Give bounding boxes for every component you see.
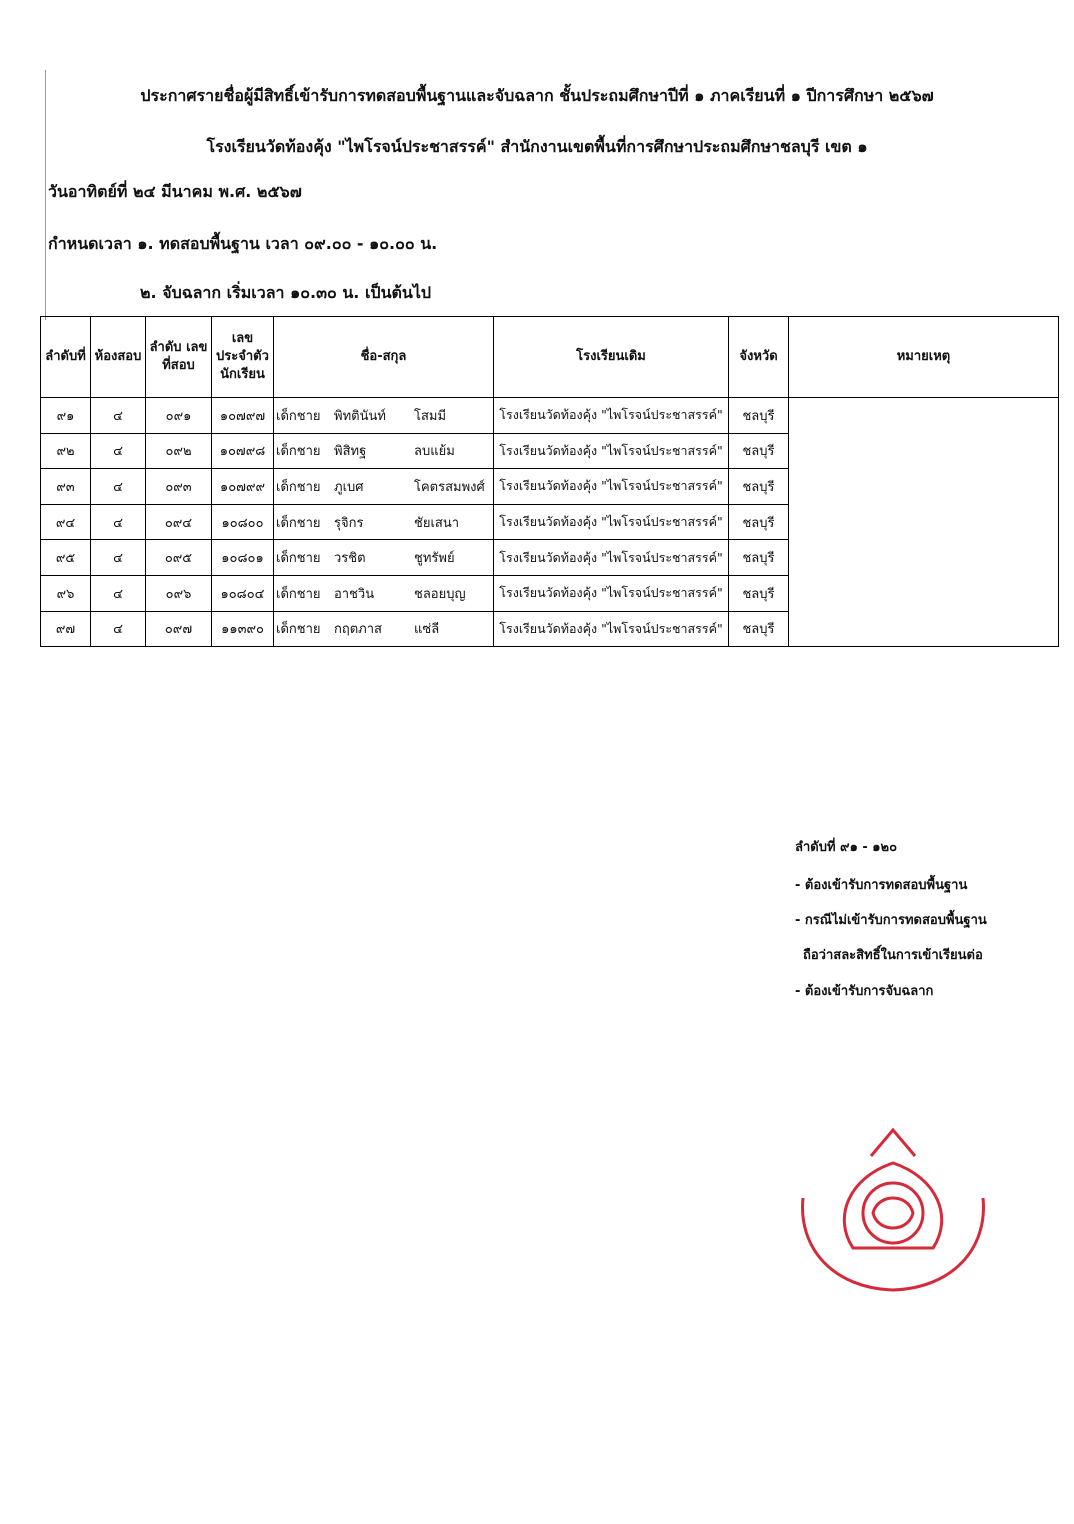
- cell-seq: ๙๑: [41, 398, 91, 434]
- remark-cell: [789, 398, 1059, 999]
- cell-room: ๔: [91, 540, 146, 576]
- cell-room: ๔: [91, 575, 146, 611]
- name-first: พิสิทฐ: [334, 444, 367, 460]
- cell-school: โรงเรียนวัดท้องคุ้ง "ไพโรจน์ประชาสรรค์": [494, 469, 729, 505]
- table-header-row: [41, 317, 1059, 398]
- schedule-line-2: ๒. จับฉลาก เริ่มเวลา ๑๐.๓๐ น. เป็นต้นไป: [140, 283, 432, 302]
- cell-province: ชลบุรี: [729, 469, 789, 505]
- student-name: [276, 512, 491, 533]
- name-last: โคตรสมพงศ์: [414, 479, 485, 495]
- cell-school: โรงเรียนวัดท้องคุ้ง "ไพโรจน์ประชาสรรค์": [494, 398, 729, 434]
- name-title: เด็กชาย: [276, 515, 321, 531]
- col-header-student-id: เลข ประจำตัว นักเรียน: [212, 317, 274, 398]
- student-table: [40, 316, 1059, 999]
- cell-student-id: ๑๐๘๐๑: [212, 540, 274, 576]
- name-last: ชูทรัพย์: [414, 551, 455, 567]
- cell-exam-no: ๐๙๕: [146, 540, 212, 576]
- cell-school: โรงเรียนวัดท้องคุ้ง "ไพโรจน์ประชาสรรค์": [494, 611, 729, 647]
- name-last: โสมมี: [414, 408, 447, 424]
- col-header-school: โรงเรียนเดิม: [494, 317, 729, 398]
- name-first: อาชวิน: [334, 586, 375, 602]
- student-name: [276, 547, 491, 568]
- name-first: พิทตินันท์: [334, 408, 386, 424]
- cell-student-id: ๑๐๗๙๗: [212, 398, 274, 434]
- cell-exam-no: ๐๙๖: [146, 575, 212, 611]
- cell-student-id: ๑๐๗๙๙: [212, 469, 274, 505]
- event-date: วันอาทิตย์ที่ ๒๔ มีนาคม พ.ศ. ๒๕๖๗: [48, 182, 302, 201]
- cell-school: โรงเรียนวัดท้องคุ้ง "ไพโรจน์ประชาสรรค์": [494, 504, 729, 540]
- name-first: กฤตภาส: [334, 622, 382, 638]
- cell-room: ๔: [91, 433, 146, 469]
- cell-exam-no: ๐๙๒: [146, 433, 212, 469]
- cell-province: ชลบุรี: [729, 433, 789, 469]
- cell-province: ชลบุรี: [729, 611, 789, 647]
- cell-exam-no: ๐๙๑: [146, 398, 212, 434]
- cell-student-id: ๑๐๘๐๐: [212, 504, 274, 540]
- cell-name: [274, 433, 494, 469]
- cell-exam-no: ๐๙๓: [146, 469, 212, 505]
- col-header-seq: ลำดับที่: [41, 317, 91, 398]
- table-body: [41, 398, 1059, 999]
- cell-room: ๔: [91, 469, 146, 505]
- cell-seq: ๙๗: [41, 611, 91, 647]
- col-header-province: จังหวัด: [729, 317, 789, 398]
- cell-seq: ๙๓: [41, 469, 91, 505]
- cell-room: ๔: [91, 611, 146, 647]
- name-title: เด็กชาย: [276, 408, 321, 424]
- table-row: [41, 398, 1059, 434]
- cell-student-id: ๑๐๘๐๔: [212, 575, 274, 611]
- col-header-room: ห้องสอบ: [91, 317, 146, 398]
- cell-name: [274, 540, 494, 576]
- name-title: เด็กชาย: [276, 479, 321, 495]
- name-title: เด็กชาย: [276, 551, 321, 567]
- remark-must-test: - ต้องเข้ารับการทดสอบพื้นฐาน: [795, 878, 968, 893]
- col-header-remark: หมายเหตุ: [789, 317, 1059, 398]
- cell-province: ชลบุรี: [729, 398, 789, 434]
- name-title: เด็กชาย: [276, 622, 321, 638]
- cell-exam-no: ๐๙๗: [146, 611, 212, 647]
- name-last: ลบแย้ม: [414, 444, 455, 460]
- student-name: [276, 583, 491, 604]
- cell-school: โรงเรียนวัดท้องคุ้ง "ไพโรจน์ประชาสรรค์": [494, 540, 729, 576]
- student-name: [276, 476, 491, 497]
- seal-body: [803, 1130, 984, 1290]
- cell-seq: ๙๖: [41, 575, 91, 611]
- name-first: ภูเบศ: [334, 479, 364, 495]
- student-name: [276, 618, 491, 639]
- cell-room: ๔: [91, 398, 146, 434]
- cell-student-id: ๑๑๓๙๐: [212, 611, 274, 647]
- cell-seq: ๙๔: [41, 504, 91, 540]
- schedule-line-1: กำหนดเวลา ๑. ทดสอบพื้นฐาน เวลา ๐๙.๐๐ - ๑๐.๐๐ น.: [48, 234, 438, 253]
- remark-if-absent: - กรณีไม่เข้ารับการทดสอบพื้นฐาน: [795, 913, 987, 928]
- col-header-name: ชื่อ-สกุล: [274, 317, 494, 398]
- cell-room: ๔: [91, 504, 146, 540]
- school-seal-stamp: [793, 1118, 993, 1293]
- student-name: [276, 440, 491, 461]
- cell-province: ชลบุรี: [729, 575, 789, 611]
- remark-forfeit: ถือว่าสละสิทธิ์ในการเข้าเรียนต่อ: [803, 948, 983, 963]
- cell-seq: ๙๕: [41, 540, 91, 576]
- cell-school: โรงเรียนวัดท้องคุ้ง "ไพโรจน์ประชาสรรค์": [494, 575, 729, 611]
- cell-province: ชลบุรี: [729, 504, 789, 540]
- col-header-exam-no: ลำดับ เลขที่สอบ: [146, 317, 212, 398]
- name-last: ชัยเสนา: [414, 515, 460, 531]
- name-title: เด็กชาย: [276, 444, 321, 460]
- remark-must-draw: - ต้องเข้ารับการจับฉลาก: [795, 984, 934, 999]
- cell-exam-no: ๐๙๔: [146, 504, 212, 540]
- announcement-title: ประกาศรายชื่อผู้มีสิทธิ์เข้ารับการทดสอบพื้นฐานและจับฉลาก ชั้นประถมศึกษาปีที่ ๑ ภาคเรียนที่ ๑ ปีการศึกษา ๒๕๖๗: [140, 86, 934, 105]
- cell-seq: ๙๒: [41, 433, 91, 469]
- name-first: รุจิกร: [334, 515, 364, 531]
- cell-province: ชลบุรี: [729, 540, 789, 576]
- remark-range: ลำดับที่ ๙๑ - ๑๒๐: [795, 840, 898, 855]
- cell-name: [274, 504, 494, 540]
- cell-name: [274, 469, 494, 505]
- name-last: ชลอยบุญ: [414, 586, 466, 602]
- name-first: วรชิต: [334, 551, 366, 567]
- cell-name: [274, 611, 494, 647]
- student-name: [276, 405, 491, 426]
- name-last: แซ่ลี: [414, 622, 440, 638]
- school-subtitle: โรงเรียนวัดท้องคุ้ง "ไพโรจน์ประชาสรรค์" สำนักงานเขตพื้นที่การศึกษาประถมศึกษาชลบุรี เขต ๑: [206, 137, 868, 156]
- name-title: เด็กชาย: [276, 586, 321, 602]
- cell-name: [274, 398, 494, 434]
- cell-student-id: ๑๐๗๙๘: [212, 433, 274, 469]
- cell-school: โรงเรียนวัดท้องคุ้ง "ไพโรจน์ประชาสรรค์": [494, 433, 729, 469]
- cell-name: [274, 575, 494, 611]
